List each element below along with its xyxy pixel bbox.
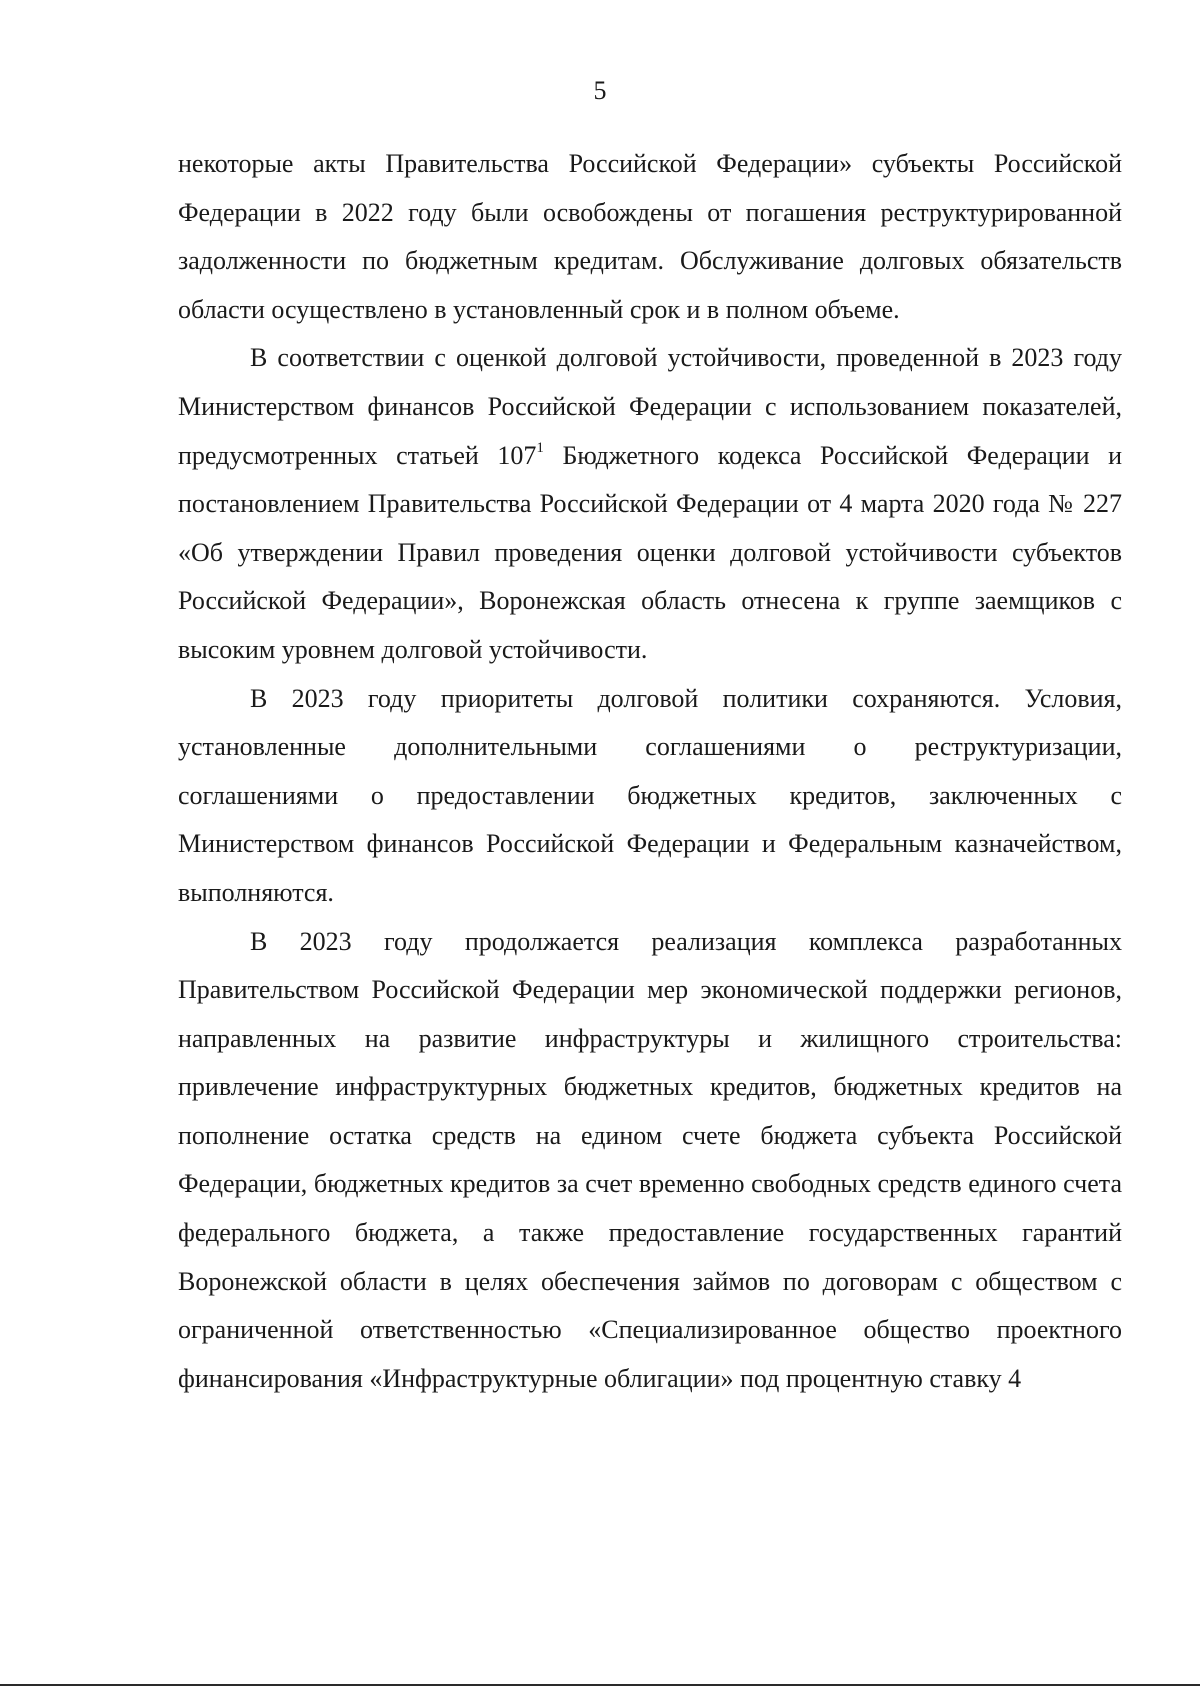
article-superscript: 1 xyxy=(536,439,544,456)
paragraph-text-part: Бюджетного кодекса Российской Федерации и постановлением Правительства Российской Федерации от 4 марта 2020 года № 227 «Об утверждении Правил проведения оценки долговой устойчивости субъектов Российской Федерации», Воронежская область отнесена к группе заемщиков с высоким уровнем долговой устойчивости. xyxy=(178,440,1122,664)
paragraph-continuation: некоторые акты Правительства Российской Федерации» субъекты Российской Федерации в 2022 году были освобождены от погашения реструктурированной задолженности по бюджетным кредитам. Обслуживание долговых обязательств области осуществлено в установленный срок и в полном объеме. xyxy=(178,149,1122,324)
paragraph-support-measures: В 2023 году продолжается реализация комплекса разработанных Правительством Российской Федерации мер экономической поддержки регионов, направленных на развитие инфраструктуры и жилищного строительства: привлечение инфраструктурных бюджетных кредитов, бюджетных кредитов на пополнение остатка средств на едином счете бюджета субъекта Российской Федерации, бюджетных кредитов за счет временно свободных средств единого счета федерального бюджета, а также предоставление государственных гарантий Воронежской области в целях обеспечения займов по договорам с обществом с ограниченной ответственностью «Специализированное общество проектного финансирования «Инфраструктурные облигации» под процентную ставку 4 xyxy=(178,926,1122,1393)
paragraph-text-part: В соответствии с оценкой долговой устойчивости, проведенной в 2023 году Министерством финансов Российской Федерации с использованием показателей, предусмотренных статьей 107 xyxy=(178,343,1122,470)
paragraph-debt-sustainability xyxy=(178,334,1122,674)
bottom-rule xyxy=(0,1684,1200,1686)
document-body xyxy=(178,140,1122,1403)
paragraph-debt-policy: В 2023 году приоритеты долговой политики сохраняются. Условия, установленные дополнительными соглашениями о реструктуризации, соглашениями о предоставлении бюджетных кредитов, заключенных с Министерством финансов Российской Федерации и Федеральным казначейством, выполняются. xyxy=(178,683,1122,907)
page-number: 5 xyxy=(593,76,607,105)
